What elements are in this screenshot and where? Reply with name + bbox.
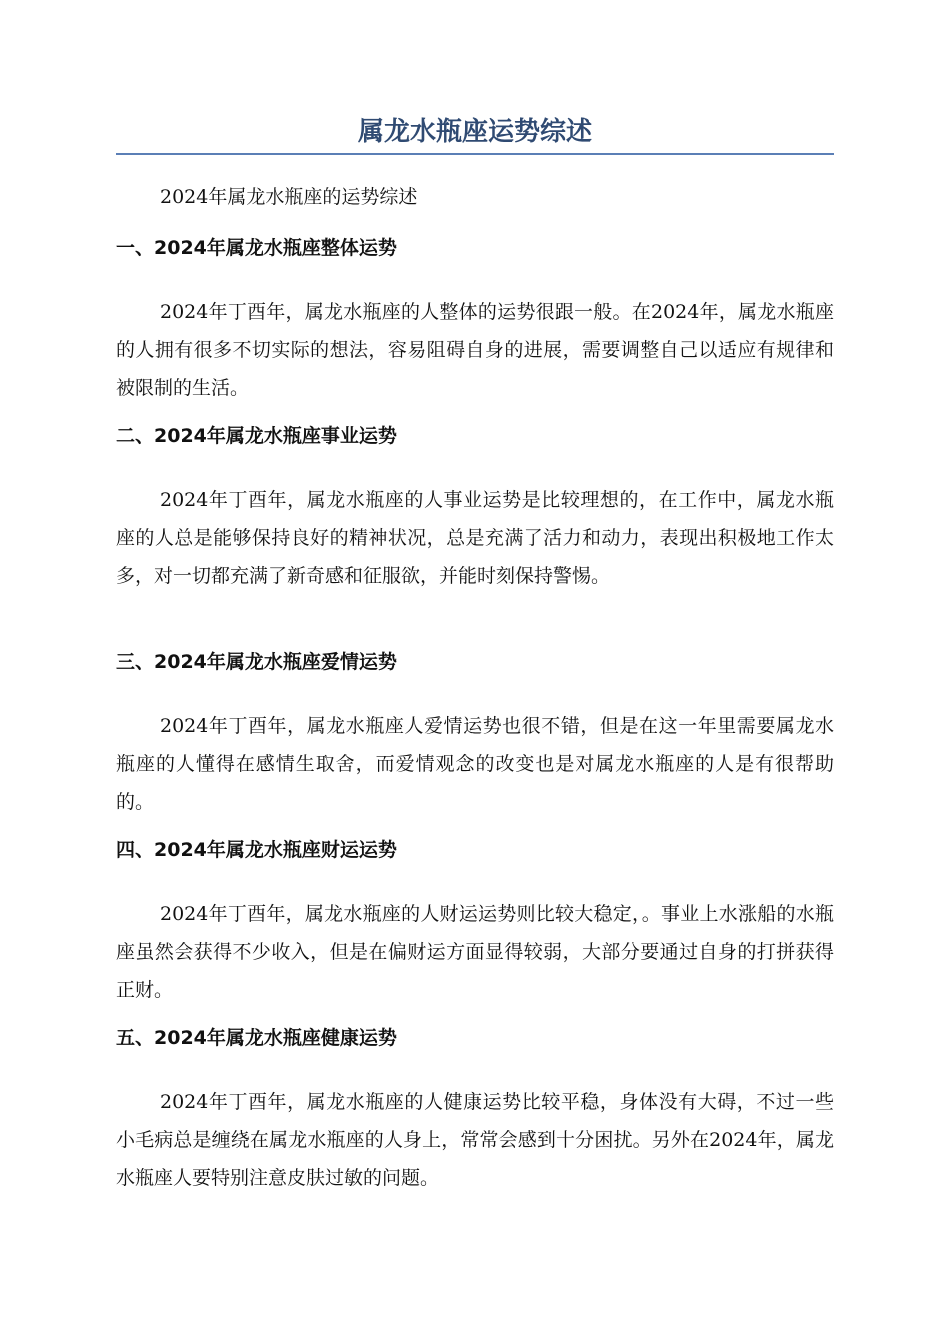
intro-paragraph: 2024年属龙水瓶座的运势综述 xyxy=(160,186,418,208)
section-heading: 一、2024年属龙水瓶座整体运势 xyxy=(116,237,397,259)
section-heading: 四、2024年属龙水瓶座财运运势 xyxy=(116,839,397,861)
section-heading: 五、2024年属龙水瓶座健康运势 xyxy=(116,1027,397,1049)
section-overall xyxy=(116,233,834,407)
section-body: 2024年丁酉年，属龙水瓶座人爱情运势也很不错，但是在这一年里需要属龙水瓶座的人懂得在感情生取舍，而爱情观念的改变也是对属龙水瓶座的人是有很帮助的。 xyxy=(116,715,834,813)
title-underline xyxy=(116,153,834,155)
section-body: 2024年丁酉年，属龙水瓶座的人财运运势则比较大稳定，。事业上水涨船的水瓶座虽然会获得不少收入，但是在偏财运方面显得较弱，大部分要通过自身的打拼获得正财。 xyxy=(116,903,834,1001)
section-health xyxy=(116,1023,834,1197)
section-love xyxy=(116,647,834,821)
section-body: 2024年丁酉年，属龙水瓶座的人事业运势是比较理想的，在工作中，属龙水瓶座的人总是能够保持良好的精神状况，总是充满了活力和动力，表现出积极地工作太多，对一切都充满了新奇感和征服欲，并能时刻保持警惕。 xyxy=(116,489,834,587)
section-career xyxy=(116,421,834,595)
section-body: 2024年丁酉年，属龙水瓶座的人健康运势比较平稳，身体没有大碍，不过一些小毛病总是缠绕在属龙水瓶座的人身上，常常会感到十分困扰。另外在2024年，属龙水瓶座人要特别注意皮肤过敏的问题。 xyxy=(116,1091,834,1189)
document-title: 属龙水瓶座运势综述 xyxy=(357,117,592,147)
section-body: 2024年丁酉年，属龙水瓶座的人整体的运势很跟一般。在2024年，属龙水瓶座的人拥有很多不切实际的想法，容易阻碍自身的进展，需要调整自己以适应有规律和被限制的生活。 xyxy=(116,301,834,399)
section-heading: 二、2024年属龙水瓶座事业运势 xyxy=(116,425,397,447)
section-wealth xyxy=(116,835,834,1009)
section-heading: 三、2024年属龙水瓶座爱情运势 xyxy=(116,651,397,673)
